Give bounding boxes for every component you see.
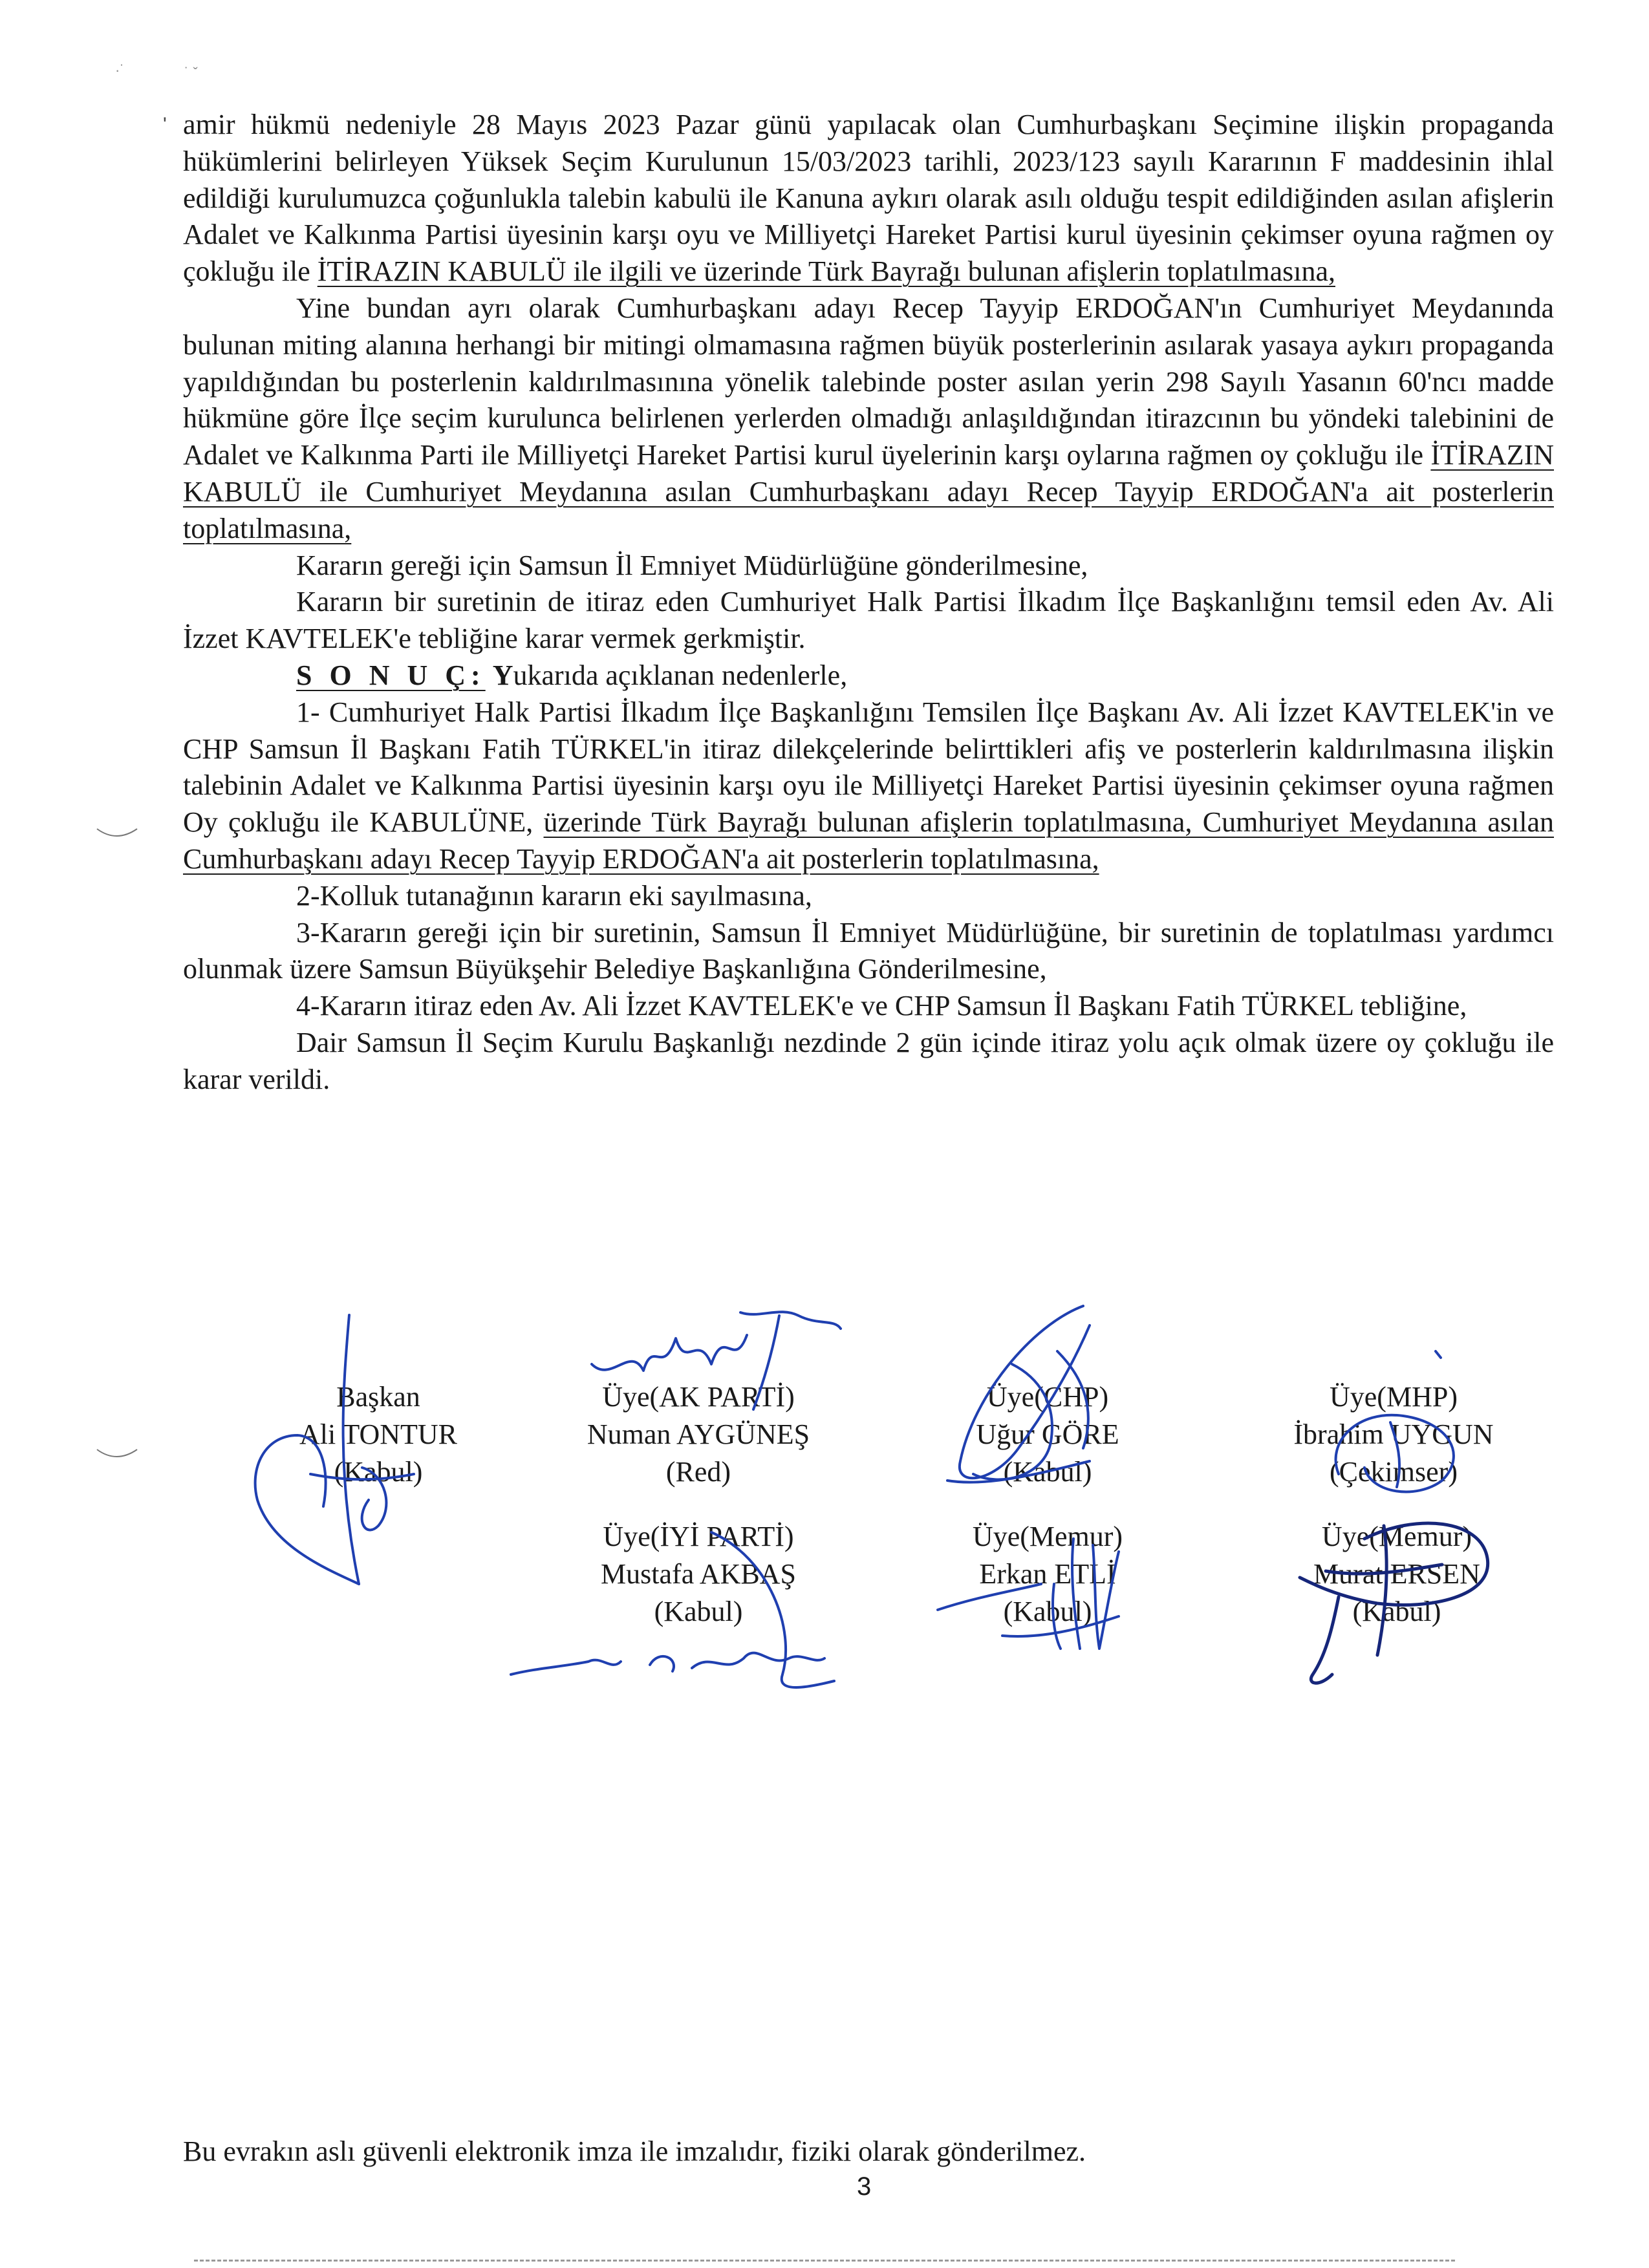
signature-iyi-parti	[498, 1519, 834, 1687]
signature-memur-2	[1287, 1500, 1507, 1694]
underlined-ruling: İTİRAZIN KABULÜ ile Cumhuriyet Meydanına asılan Cumhurbaşkanı adayı Recep Tayyip ERDOĞAN'a ait posterlerin toplatılmasına,	[183, 439, 1554, 544]
signatory-vote: (Çekimser)	[1330, 1456, 1458, 1488]
signatory-role: Başkan	[336, 1381, 420, 1413]
signatory-vote: (Kabul)	[1003, 1596, 1092, 1627]
signatory-role: Üye(İYİ PARTİ)	[603, 1521, 794, 1552]
paragraph-findings: amir hükmü nedeniyle 28 Mayıs 2023 Pazar günü yapılacak olan Cumhurbaşkanı Seçimine ilişkin propaganda hükümlerini belirleyen Yüksek Seçim Kurulunun 15/03/2023 tarihli, 2023/123 sayılı Kararının F maddesinin ihlal edildiği kurulumuzca çoğunlukla talebin kabulü ile Kanuna aykırı olarak asılı olduğu tespit edildiğinden asılan afişlerin Adalet ve Kalkınma Partisi üyesinin karşı oyu ve Milliyetçi Hareket Partisi kurul üyesinin çekimser oyuna rağmen oy çokluğu ile İTİRAZIN KABULÜ ile ilgili ve üzerinde Türk Bayrağı bulunan afişlerin toplatılmasına,	[183, 109, 1554, 288]
sonuc-heading: S O N U Ç: Yukarıda açıklanan nedenlerle,	[296, 659, 848, 691]
punch-hole-mark	[96, 826, 141, 846]
paragraph-posters: Yine bundan ayrı olarak Cumhurbaşkanı adayı Recep Tayyip ERDOĞAN'ın Cumhuriyet Meydanında bulunan miting alanına herhangi bir mitingi olmamasına rağmen büyük posterlerinin asılarak yasaya aykırı propaganda yapıldığından bu posterlenin kaldırılmasınına yönelik talebinde poster asılan yerin 298 Sayılı Yasanın 60'ncı madde hükmüne göre İlçe seçim kurulunca belirlenen yerlerden olmadığı anlaşıldığından itirazcının bu yöndeki talebinini de Adalet ve Kalkınma Parti ile Milliyetçi Hareket Partisi kurul üyelerinin karşı oylarına rağmen oy çokluğu ile İTİRAZIN KABULÜ ile Cumhuriyet Meydanına asılan Cumhurbaşkanı adayı Recep Tayyip ERDOĞAN'a ait posterlerin toplatılmasına,	[183, 292, 1554, 544]
sonuc-label: S O N U Ç:	[296, 659, 486, 691]
closing-statement: Dair Samsun İl Seçim Kurulu Başkanlığı nezdinde 2 gün içinde itiraz yolu açık olmak üzere oy çokluğu ile karar verildi.	[183, 1026, 1554, 1095]
decision-item-3: 3-Kararın gereği için bir suretinin, Samsun İl Emniyet Müdürlüğüne, bir suretinin de toplatılması yardımcı olunmak üzere Samsun Büyükşehir Belediye Başkanlığına Gönderilmesine,	[183, 916, 1554, 985]
signatory-role: Üye(AK PARTİ)	[602, 1381, 795, 1413]
signature-chp	[934, 1300, 1141, 1493]
e-signature-note: Bu evrakın aslı güvenli elektronik imza ile imzalıdır, fiziki olarak gönderilmez.	[183, 2135, 1086, 2167]
signatory-role: Üye(Memur)	[972, 1521, 1123, 1552]
decision-item-1: 1- Cumhuriyet Halk Partisi İlkadım İlçe Başkanlığını Temsilen İlçe Başkanı Av. Ali İzzet KAVTELEK'in ve CHP Samsun İl Başkanı Fatih TÜRKEL'in itiraz dilekçelerinde belirttikleri afiş ve posterlerin kaldırılmasına ilişkin talebinin Adalet ve Kalkınma Partisi üyesinin karşı oyu ile Milliyetçi Hareket Partisi üyesinin çekimser oyuna rağmen Oy çokluğu ile KABULÜNE, üzerinde Türk Bayrağı bulunan afişlerin toplatılmasına, Cumhuriyet Meydanına asılan Cumhurbaşkanı adayı Recep Tayyip ERDOĞAN'a ait posterlerin toplatılmasına,	[183, 696, 1554, 875]
paragraph-police: Kararın gereği için Samsun İl Emniyet Müdürlüğüne gönderilmesine,	[296, 549, 1088, 581]
decision-body	[183, 107, 1554, 1098]
paragraph-notification: Kararın bir suretinin de itiraz eden Cumhuriyet Halk Partisi İlkadım İlçe Başkanlığını temsil eden Av. Ali İzzet KAVTELEK'e tebliğine karar vermek gerkmiştir.	[183, 586, 1554, 655]
signatory-vote: (Kabul)	[1003, 1456, 1092, 1488]
signatory-name: Numan AYGÜNEŞ	[587, 1418, 810, 1450]
signatory-name: Mustafa AKBAŞ	[601, 1558, 796, 1590]
signatory-vote: (Kabul)	[654, 1596, 743, 1627]
signatory-role: Üye(MHP)	[1330, 1381, 1458, 1413]
scan-speck: ˙ ˇ	[184, 65, 198, 81]
signature-mhp	[1300, 1345, 1507, 1500]
signatory-role: Üye(Memur)	[1321, 1521, 1472, 1552]
signature-chair	[246, 1312, 440, 1590]
signatory-name: Uğur GÖRE	[976, 1418, 1119, 1450]
underlined-ruling: üzerinde Türk Bayrağı bulunan afişlerin toplatılmasına, Cumhuriyet Meydanına asılan Cumhurbaşkanı adayı Recep Tayyip ERDOĞAN'a ait posterlerin toplatılmasına,	[183, 806, 1554, 875]
scan-speck: '	[163, 114, 167, 135]
signatory-role: Üye(CHP)	[986, 1381, 1109, 1413]
decision-item-4: 4-Kararın itiraz eden Av. Ali İzzet KAVTELEK'e ve CHP Samsun İl Başkanı Fatih TÜRKEL tebliğine,	[296, 990, 1467, 1022]
underlined-ruling: İTİRAZIN KABULÜ ile ilgili ve üzerinde Türk Bayrağı bulunan afişlerin toplatılmasına,	[317, 255, 1335, 288]
decision-item-2: 2-Kolluk tutanağının kararın eki sayılmasına,	[296, 879, 812, 912]
signatory-name: Ali TONTUR	[299, 1418, 458, 1450]
page-number: 3	[857, 2172, 872, 2201]
scan-bottom-edge	[194, 2260, 1455, 2264]
signature-memur-1	[925, 1519, 1145, 1662]
signature-ak-parti	[585, 1300, 844, 1416]
signatory-name: Murat ERSEN	[1313, 1558, 1480, 1590]
punch-hole-mark	[96, 1447, 141, 1466]
signatory-vote: (Red)	[665, 1456, 731, 1488]
signatory-name: Erkan ETLİ	[979, 1558, 1116, 1590]
signatory-vote: (Kabul)	[334, 1456, 423, 1488]
signatory-vote: (Kabul)	[1352, 1596, 1441, 1627]
signatory-name: İbrahim UYGUN	[1293, 1418, 1494, 1450]
scan-speck: ·˙	[115, 62, 125, 78]
